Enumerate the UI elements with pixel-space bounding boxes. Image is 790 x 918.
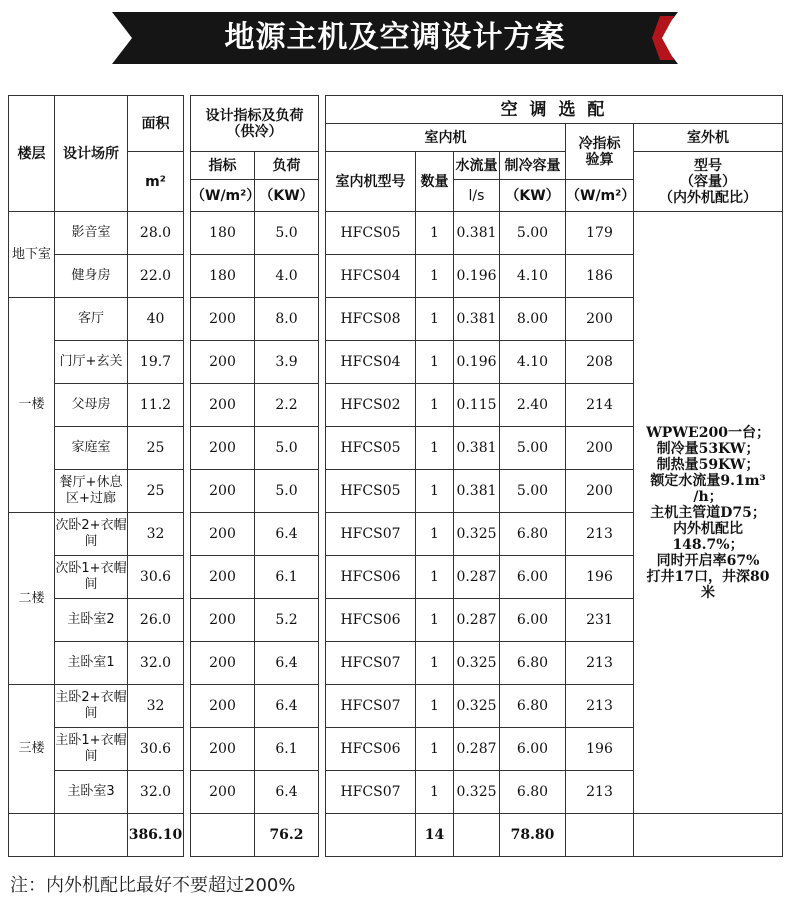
- model-cell: HFCS04: [326, 255, 416, 298]
- index-cell: 200: [191, 642, 255, 685]
- header-indoor: 室内机: [326, 124, 566, 152]
- column-gap: [184, 556, 191, 599]
- column-gap: [184, 427, 191, 470]
- header-floor: 楼层: [9, 96, 55, 212]
- place-cell: 主卧室1: [55, 642, 128, 685]
- header-index: 指标: [191, 152, 255, 180]
- check-cell: 186: [566, 255, 634, 298]
- area-cell: 30.6: [128, 728, 184, 771]
- qty-cell: 1: [416, 728, 454, 771]
- flow-cell: 0.196: [454, 341, 500, 384]
- area-cell: 30.6: [128, 556, 184, 599]
- outdoor-line: /h；: [693, 488, 723, 505]
- model-cell: HFCS02: [326, 384, 416, 427]
- qty-cell: 1: [416, 642, 454, 685]
- index-cell: 200: [191, 427, 255, 470]
- area-cell: 25: [128, 470, 184, 513]
- column-gap: [184, 470, 191, 513]
- load-cell: 2.2: [255, 384, 319, 427]
- header-outdoor-model: [634, 152, 783, 212]
- model-cell: HFCS06: [326, 599, 416, 642]
- header-water-flow: 水流量: [454, 152, 500, 180]
- check-cell: 179: [566, 212, 634, 255]
- column-gap: [184, 513, 191, 556]
- model-cell: HFCS06: [326, 728, 416, 771]
- column-gap: [319, 341, 326, 384]
- model-cell: HFCS07: [326, 685, 416, 728]
- area-cell: 32: [128, 513, 184, 556]
- header-cooling-capacity: 制冷容量: [500, 152, 566, 180]
- totals-empty: [566, 814, 634, 857]
- total-capacity: 78.80: [500, 814, 566, 857]
- floor-name: 三楼: [9, 685, 55, 814]
- index-cell: 200: [191, 470, 255, 513]
- capacity-cell: 4.10: [500, 255, 566, 298]
- check-cell: 208: [566, 341, 634, 384]
- header-place: 设计场所: [55, 96, 128, 212]
- column-gap: [184, 255, 191, 298]
- place-cell: 主卧2+衣帽间: [55, 685, 128, 728]
- capacity-cell: 5.00: [500, 470, 566, 513]
- column-gap: [319, 470, 326, 513]
- load-cell: 6.4: [255, 771, 319, 814]
- header-design-group: [191, 96, 319, 152]
- check-label: 冷指标: [578, 135, 621, 152]
- flow-cell: 0.381: [454, 427, 500, 470]
- place-cell: 次卧1+衣帽间: [55, 556, 128, 599]
- model-cell: HFCS07: [326, 513, 416, 556]
- check-cell: 200: [566, 427, 634, 470]
- page-title: 地源主机及空调设计方案: [224, 20, 566, 55]
- header-check: [566, 124, 634, 180]
- capacity-cell: 5.00: [500, 427, 566, 470]
- qty-cell: 1: [416, 556, 454, 599]
- load-cell: 4.0: [255, 255, 319, 298]
- model-cell: HFCS05: [326, 212, 416, 255]
- place-cell: 次卧2+衣帽间: [55, 513, 128, 556]
- area-cell: 11.2: [128, 384, 184, 427]
- capacity-cell: 8.00: [500, 298, 566, 341]
- header-indoor-model: 室内机型号: [326, 152, 416, 212]
- outdoor-ratio-label: （内外机配比）: [659, 189, 758, 206]
- totals-empty: [9, 814, 55, 857]
- footnote: 注：内外机配比最好不要超过200%: [10, 875, 296, 896]
- column-gap: [319, 771, 326, 814]
- column-gap: [184, 599, 191, 642]
- total-load: 76.2: [255, 814, 319, 857]
- qty-cell: 1: [416, 685, 454, 728]
- index-cell: 200: [191, 728, 255, 771]
- flow-cell: 0.381: [454, 212, 500, 255]
- area-cell: 32.0: [128, 642, 184, 685]
- flow-cell: 0.287: [454, 728, 500, 771]
- flow-cell: 0.287: [454, 556, 500, 599]
- column-gap: [319, 298, 326, 341]
- qty-cell: 1: [416, 771, 454, 814]
- design-group-label: 设计指标及负荷: [205, 107, 304, 124]
- column-gap: [319, 255, 326, 298]
- capacity-cell: 6.80: [500, 771, 566, 814]
- totals-empty: [454, 814, 500, 857]
- check-cell: 200: [566, 470, 634, 513]
- capacity-cell: 6.00: [500, 728, 566, 771]
- totals-empty: [191, 814, 255, 857]
- model-cell: HFCS05: [326, 427, 416, 470]
- column-gap: [319, 384, 326, 427]
- place-cell: 健身房: [55, 255, 128, 298]
- floor-name: 地下室: [9, 212, 55, 298]
- title-banner: [112, 12, 678, 64]
- floor-name: 一楼: [9, 298, 55, 513]
- area-cell: 25: [128, 427, 184, 470]
- area-cell: 32.0: [128, 771, 184, 814]
- header-cooling-capacity-unit: （KW）: [500, 180, 566, 212]
- load-cell: 5.0: [255, 470, 319, 513]
- column-gap: [184, 728, 191, 771]
- load-cell: 6.4: [255, 685, 319, 728]
- load-cell: 5.0: [255, 427, 319, 470]
- column-gap: [184, 341, 191, 384]
- header-outdoor: 室外机: [634, 124, 783, 152]
- flow-cell: 0.115: [454, 384, 500, 427]
- load-cell: 5.2: [255, 599, 319, 642]
- check-cell: 213: [566, 685, 634, 728]
- place-cell: 家庭室: [55, 427, 128, 470]
- model-cell: HFCS08: [326, 298, 416, 341]
- outdoor-line: 主机主管道D75；: [650, 504, 766, 521]
- place-cell: 主卧室2: [55, 599, 128, 642]
- area-cell: 22.0: [128, 255, 184, 298]
- check-cell: 196: [566, 556, 634, 599]
- column-gap: [319, 513, 326, 556]
- column-gap: [319, 685, 326, 728]
- table-row: [9, 212, 783, 255]
- load-cell: 6.4: [255, 642, 319, 685]
- header-area-unit: m²: [128, 152, 184, 212]
- totals-row: [9, 814, 783, 857]
- total-area: 386.10: [128, 814, 184, 857]
- column-gap: [319, 212, 326, 255]
- area-cell: 40: [128, 298, 184, 341]
- totals-empty: [326, 814, 416, 857]
- load-cell: 5.0: [255, 212, 319, 255]
- capacity-cell: 2.40: [500, 384, 566, 427]
- capacity-cell: 6.80: [500, 642, 566, 685]
- capacity-cell: 6.80: [500, 685, 566, 728]
- capacity-cell: 4.10: [500, 341, 566, 384]
- flow-cell: 0.381: [454, 470, 500, 513]
- check-label-2: 验算: [585, 151, 614, 168]
- load-cell: 6.4: [255, 513, 319, 556]
- area-cell: 32: [128, 685, 184, 728]
- header-load-unit: （KW）: [255, 180, 319, 212]
- header-check-unit: （W/m²）: [566, 180, 634, 212]
- qty-cell: 1: [416, 470, 454, 513]
- place-cell: 主卧1+衣帽间: [55, 728, 128, 771]
- check-cell: 196: [566, 728, 634, 771]
- column-gap: [319, 96, 326, 212]
- outdoor-line: 米: [701, 584, 716, 601]
- totals-empty: [634, 814, 783, 857]
- design-table: [8, 95, 783, 857]
- index-cell: 200: [191, 685, 255, 728]
- index-cell: 200: [191, 599, 255, 642]
- header-index-unit: （W/m²）: [191, 180, 255, 212]
- flow-cell: 0.287: [454, 599, 500, 642]
- column-gap: [319, 599, 326, 642]
- column-gap: [184, 96, 191, 212]
- flow-cell: 0.325: [454, 685, 500, 728]
- flow-cell: 0.325: [454, 642, 500, 685]
- column-gap: [319, 728, 326, 771]
- outdoor-line: 同时开启率67%: [656, 552, 760, 569]
- outdoor-line: 148.7%；: [672, 536, 744, 553]
- column-gap: [319, 642, 326, 685]
- check-cell: 200: [566, 298, 634, 341]
- outdoor-unit-cell: [634, 212, 783, 814]
- qty-cell: 1: [416, 298, 454, 341]
- flow-cell: 0.381: [454, 298, 500, 341]
- capacity-cell: 6.00: [500, 599, 566, 642]
- outdoor-line: 打井17口，井深80: [646, 568, 770, 585]
- column-gap: [184, 814, 191, 857]
- place-cell: 主卧室3: [55, 771, 128, 814]
- qty-cell: 1: [416, 513, 454, 556]
- total-qty: 14: [416, 814, 454, 857]
- qty-cell: 1: [416, 212, 454, 255]
- qty-cell: 1: [416, 599, 454, 642]
- outdoor-line: 内外机配比: [673, 520, 744, 537]
- load-cell: 6.1: [255, 728, 319, 771]
- header-load: 负荷: [255, 152, 319, 180]
- index-cell: 200: [191, 298, 255, 341]
- totals-empty: [55, 814, 128, 857]
- outdoor-model-label: 型号: [694, 157, 723, 174]
- model-cell: HFCS06: [326, 556, 416, 599]
- column-gap: [184, 771, 191, 814]
- capacity-cell: 6.80: [500, 513, 566, 556]
- header-quantity: 数量: [416, 152, 454, 212]
- qty-cell: 1: [416, 341, 454, 384]
- qty-cell: 1: [416, 255, 454, 298]
- column-gap: [184, 642, 191, 685]
- header-ac-selection: 空 调 选 配: [326, 96, 783, 124]
- model-cell: HFCS04: [326, 341, 416, 384]
- column-gap: [319, 427, 326, 470]
- flow-cell: 0.325: [454, 513, 500, 556]
- index-cell: 200: [191, 384, 255, 427]
- check-cell: 213: [566, 642, 634, 685]
- floor-name: 二楼: [9, 513, 55, 685]
- header-water-flow-unit: l/s: [454, 180, 500, 212]
- index-cell: 200: [191, 556, 255, 599]
- header-area: 面积: [128, 96, 184, 152]
- place-cell: 父母房: [55, 384, 128, 427]
- outdoor-line: 制冷量53KW；: [656, 440, 760, 457]
- column-gap: [184, 212, 191, 255]
- column-gap: [319, 814, 326, 857]
- capacity-cell: 5.00: [500, 212, 566, 255]
- check-cell: 214: [566, 384, 634, 427]
- outdoor-line: 制热量59KW；: [656, 456, 760, 473]
- area-cell: 28.0: [128, 212, 184, 255]
- place-cell: 门厅+玄关: [55, 341, 128, 384]
- check-cell: 213: [566, 771, 634, 814]
- index-cell: 200: [191, 341, 255, 384]
- flow-cell: 0.325: [454, 771, 500, 814]
- load-cell: 3.9: [255, 341, 319, 384]
- model-cell: HFCS05: [326, 470, 416, 513]
- check-cell: 213: [566, 513, 634, 556]
- column-gap: [184, 298, 191, 341]
- qty-cell: 1: [416, 384, 454, 427]
- qty-cell: 1: [416, 427, 454, 470]
- column-gap: [184, 384, 191, 427]
- place-cell: 餐厅+休息区+过廊: [55, 470, 128, 513]
- place-cell: 影音室: [55, 212, 128, 255]
- load-cell: 6.1: [255, 556, 319, 599]
- check-cell: 231: [566, 599, 634, 642]
- capacity-cell: 6.00: [500, 556, 566, 599]
- column-gap: [184, 685, 191, 728]
- index-cell: 200: [191, 513, 255, 556]
- area-cell: 19.7: [128, 341, 184, 384]
- model-cell: HFCS07: [326, 771, 416, 814]
- area-cell: 26.0: [128, 599, 184, 642]
- index-cell: 180: [191, 255, 255, 298]
- outdoor-capacity-label: （容量）: [680, 173, 737, 190]
- column-gap: [319, 556, 326, 599]
- load-cell: 8.0: [255, 298, 319, 341]
- outdoor-line: 额定水流量9.1m³: [650, 472, 766, 489]
- place-cell: 客厅: [55, 298, 128, 341]
- index-cell: 200: [191, 771, 255, 814]
- design-group-sublabel: （供冷）: [226, 123, 283, 140]
- flow-cell: 0.196: [454, 255, 500, 298]
- model-cell: HFCS07: [326, 642, 416, 685]
- outdoor-line: WPWE200一台；: [646, 424, 770, 441]
- index-cell: 180: [191, 212, 255, 255]
